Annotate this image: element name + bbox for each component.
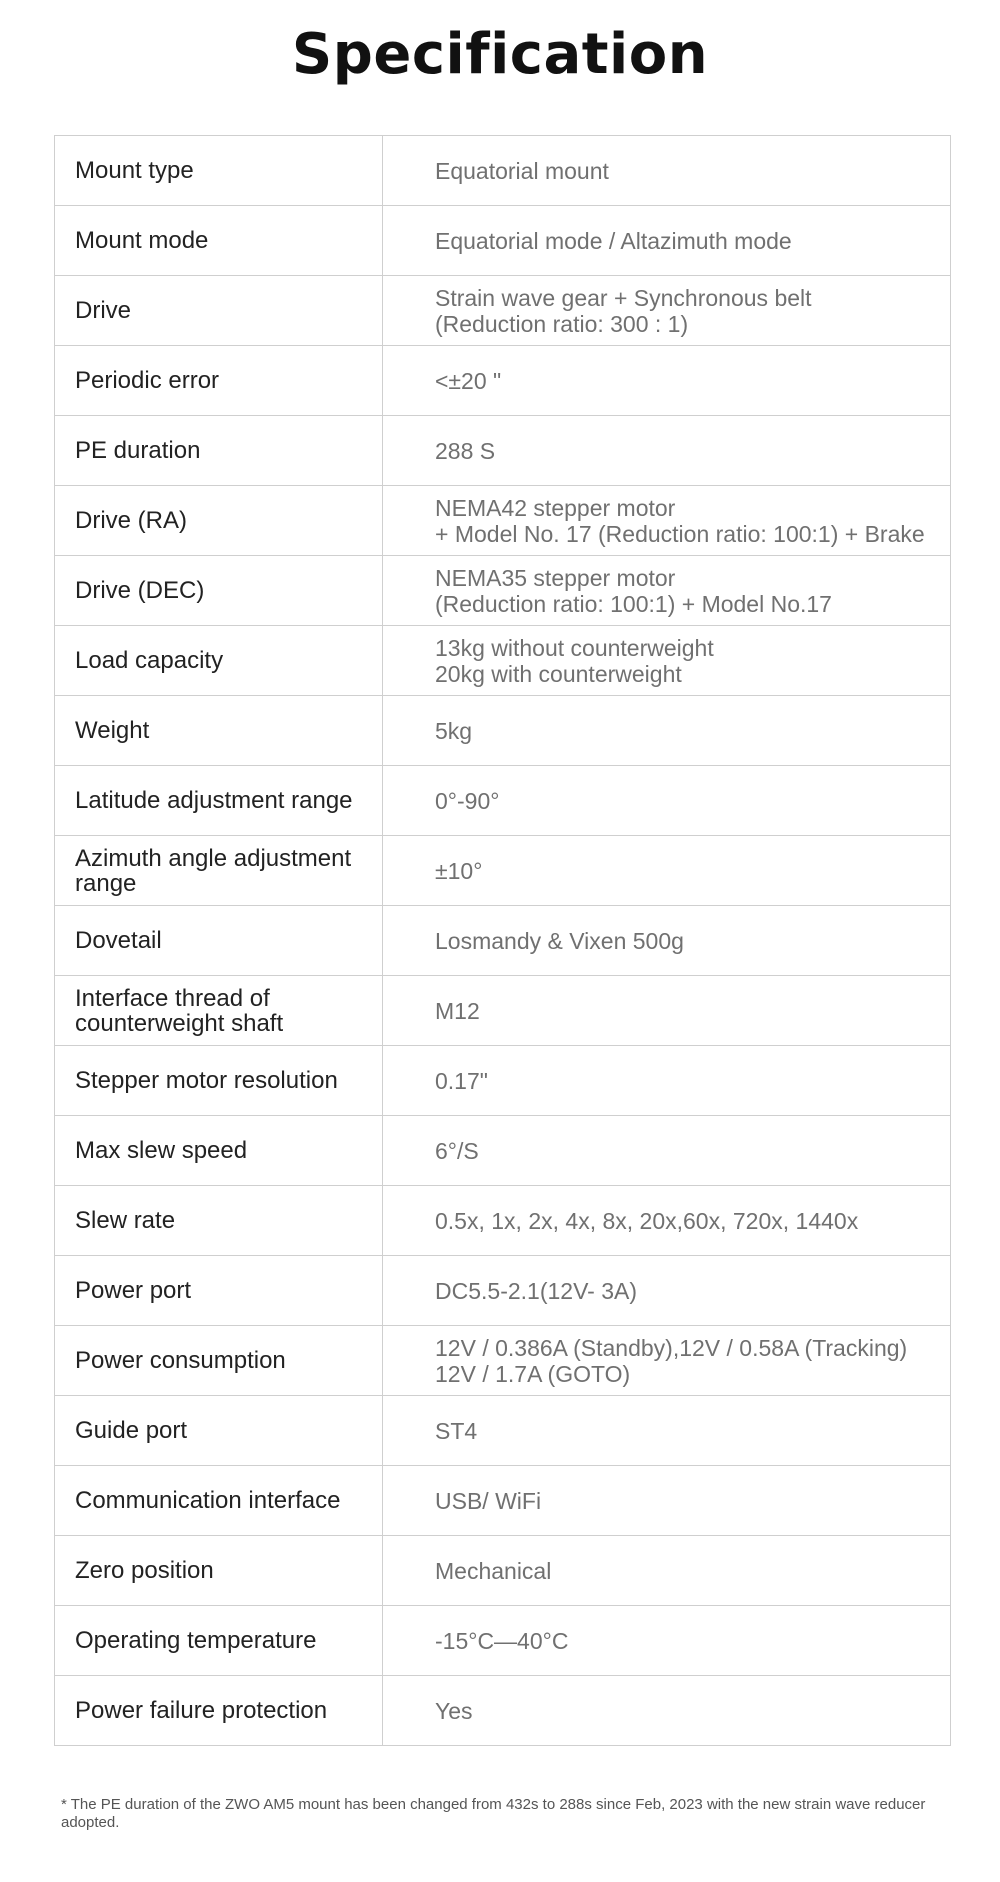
spec-label: Slew rate	[55, 1186, 383, 1256]
spec-value	[383, 836, 951, 906]
spec-value-line: ST4	[435, 1417, 478, 1444]
spec-label: Power consumption	[55, 1326, 383, 1396]
spec-value-line: 12V / 1.7A (GOTO)	[435, 1360, 631, 1387]
spec-label: Operating temperature	[55, 1606, 383, 1676]
spec-value-line: -15°C—40°C	[435, 1627, 569, 1654]
spec-value-line: Strain wave gear + Synchronous belt	[435, 284, 812, 311]
spec-label: Max slew speed	[55, 1116, 383, 1186]
spec-row	[55, 1396, 951, 1466]
spec-value-line: Mechanical	[435, 1557, 552, 1584]
spec-value-line: M12	[435, 997, 480, 1024]
spec-label: Interface thread of counterweight shaft	[55, 976, 383, 1046]
spec-value-line: 288 S	[435, 437, 496, 464]
spec-row	[55, 136, 951, 206]
spec-value	[383, 626, 951, 696]
spec-row	[55, 626, 951, 696]
spec-row	[55, 766, 951, 836]
spec-label: Drive	[55, 276, 383, 346]
spec-label: Drive (DEC)	[55, 556, 383, 626]
spec-value-line: Yes	[435, 1697, 473, 1724]
spec-value-line: Equatorial mount	[435, 157, 609, 184]
spec-label: Mount type	[55, 136, 383, 206]
spec-row	[55, 1466, 951, 1536]
spec-value-line: 6°/S	[435, 1137, 479, 1164]
spec-value-line: + Model No. 17 (Reduction ratio: 100:1) + Brake	[435, 520, 925, 547]
spec-value	[383, 1046, 951, 1116]
spec-value	[383, 976, 951, 1046]
spec-value-line: NEMA35 stepper motor	[435, 564, 676, 591]
spec-label: Load capacity	[55, 626, 383, 696]
spec-row	[55, 906, 951, 976]
spec-label: Drive (RA)	[55, 486, 383, 556]
spec-value-line: <±20 "	[435, 367, 502, 394]
spec-value	[383, 1186, 951, 1256]
spec-row	[55, 1046, 951, 1116]
spec-value	[383, 906, 951, 976]
spec-value	[383, 206, 951, 276]
spec-value-line: Losmandy & Vixen 500g	[435, 927, 684, 954]
spec-value-line: DC5.5-2.1(12V- 3A)	[435, 1277, 637, 1304]
footnote: * The PE duration of the ZWO AM5 mount has been changed from 432s to 288s since Feb, 2023 with the new strain wave reducer adopted.	[61, 1796, 926, 1831]
spec-label: Latitude adjustment range	[55, 766, 383, 836]
specification-table	[54, 135, 951, 1746]
spec-label: Power failure protection	[55, 1676, 383, 1746]
spec-row	[55, 206, 951, 276]
spec-row	[55, 416, 951, 486]
spec-value-line: (Reduction ratio: 100:1) + Model No.17	[435, 590, 832, 617]
spec-label: Weight	[55, 696, 383, 766]
spec-value-line: NEMA42 stepper motor	[435, 494, 676, 521]
spec-value-line: ±10°	[435, 857, 483, 884]
spec-value	[383, 1536, 951, 1606]
spec-value-line: Equatorial mode / Altazimuth mode	[435, 227, 792, 254]
spec-row	[55, 1326, 951, 1396]
spec-value	[383, 276, 951, 346]
spec-value-line: 0.17"	[435, 1067, 488, 1094]
spec-value-line: 20kg with counterweight	[435, 660, 682, 687]
spec-value-line: 13kg without counterweight	[435, 634, 714, 661]
spec-value	[383, 486, 951, 556]
spec-value	[383, 1676, 951, 1746]
spec-value	[383, 1116, 951, 1186]
spec-label: Communication interface	[55, 1466, 383, 1536]
spec-value	[383, 1606, 951, 1676]
spec-row	[55, 976, 951, 1046]
spec-value	[383, 136, 951, 206]
spec-value	[383, 1396, 951, 1466]
spec-value	[383, 1256, 951, 1326]
spec-label: Power port	[55, 1256, 383, 1326]
spec-row	[55, 1186, 951, 1256]
spec-label: Periodic error	[55, 346, 383, 416]
spec-value-line: (Reduction ratio: 300 : 1)	[435, 310, 689, 337]
spec-label: Stepper motor resolution	[55, 1046, 383, 1116]
spec-label: Zero position	[55, 1536, 383, 1606]
spec-label: Azimuth angle adjustment range	[55, 836, 383, 906]
spec-row	[55, 696, 951, 766]
spec-value-line: 0.5x, 1x, 2x, 4x, 8x, 20x,60x, 720x, 1440x	[435, 1207, 859, 1234]
page-title: Specification	[291, 22, 709, 87]
spec-label: Guide port	[55, 1396, 383, 1466]
spec-value-line: 0°-90°	[435, 787, 500, 814]
spec-row	[55, 486, 951, 556]
spec-row	[55, 1256, 951, 1326]
spec-value-line: 5kg	[435, 717, 473, 744]
spec-row	[55, 836, 951, 906]
spec-row	[55, 1536, 951, 1606]
spec-row	[55, 556, 951, 626]
spec-value	[383, 1466, 951, 1536]
spec-value	[383, 346, 951, 416]
spec-value	[383, 556, 951, 626]
spec-value-line: 12V / 0.386A (Standby),12V / 0.58A (Tracking)	[435, 1334, 908, 1361]
spec-row	[55, 346, 951, 416]
spec-row	[55, 1606, 951, 1676]
spec-value	[383, 1326, 951, 1396]
spec-row	[55, 1116, 951, 1186]
spec-value	[383, 416, 951, 486]
spec-value-line: USB/ WiFi	[435, 1487, 542, 1514]
spec-row	[55, 276, 951, 346]
spec-label: PE duration	[55, 416, 383, 486]
spec-row	[55, 1676, 951, 1746]
spec-label: Mount mode	[55, 206, 383, 276]
spec-value	[383, 696, 951, 766]
spec-label: Dovetail	[55, 906, 383, 976]
spec-value	[383, 766, 951, 836]
